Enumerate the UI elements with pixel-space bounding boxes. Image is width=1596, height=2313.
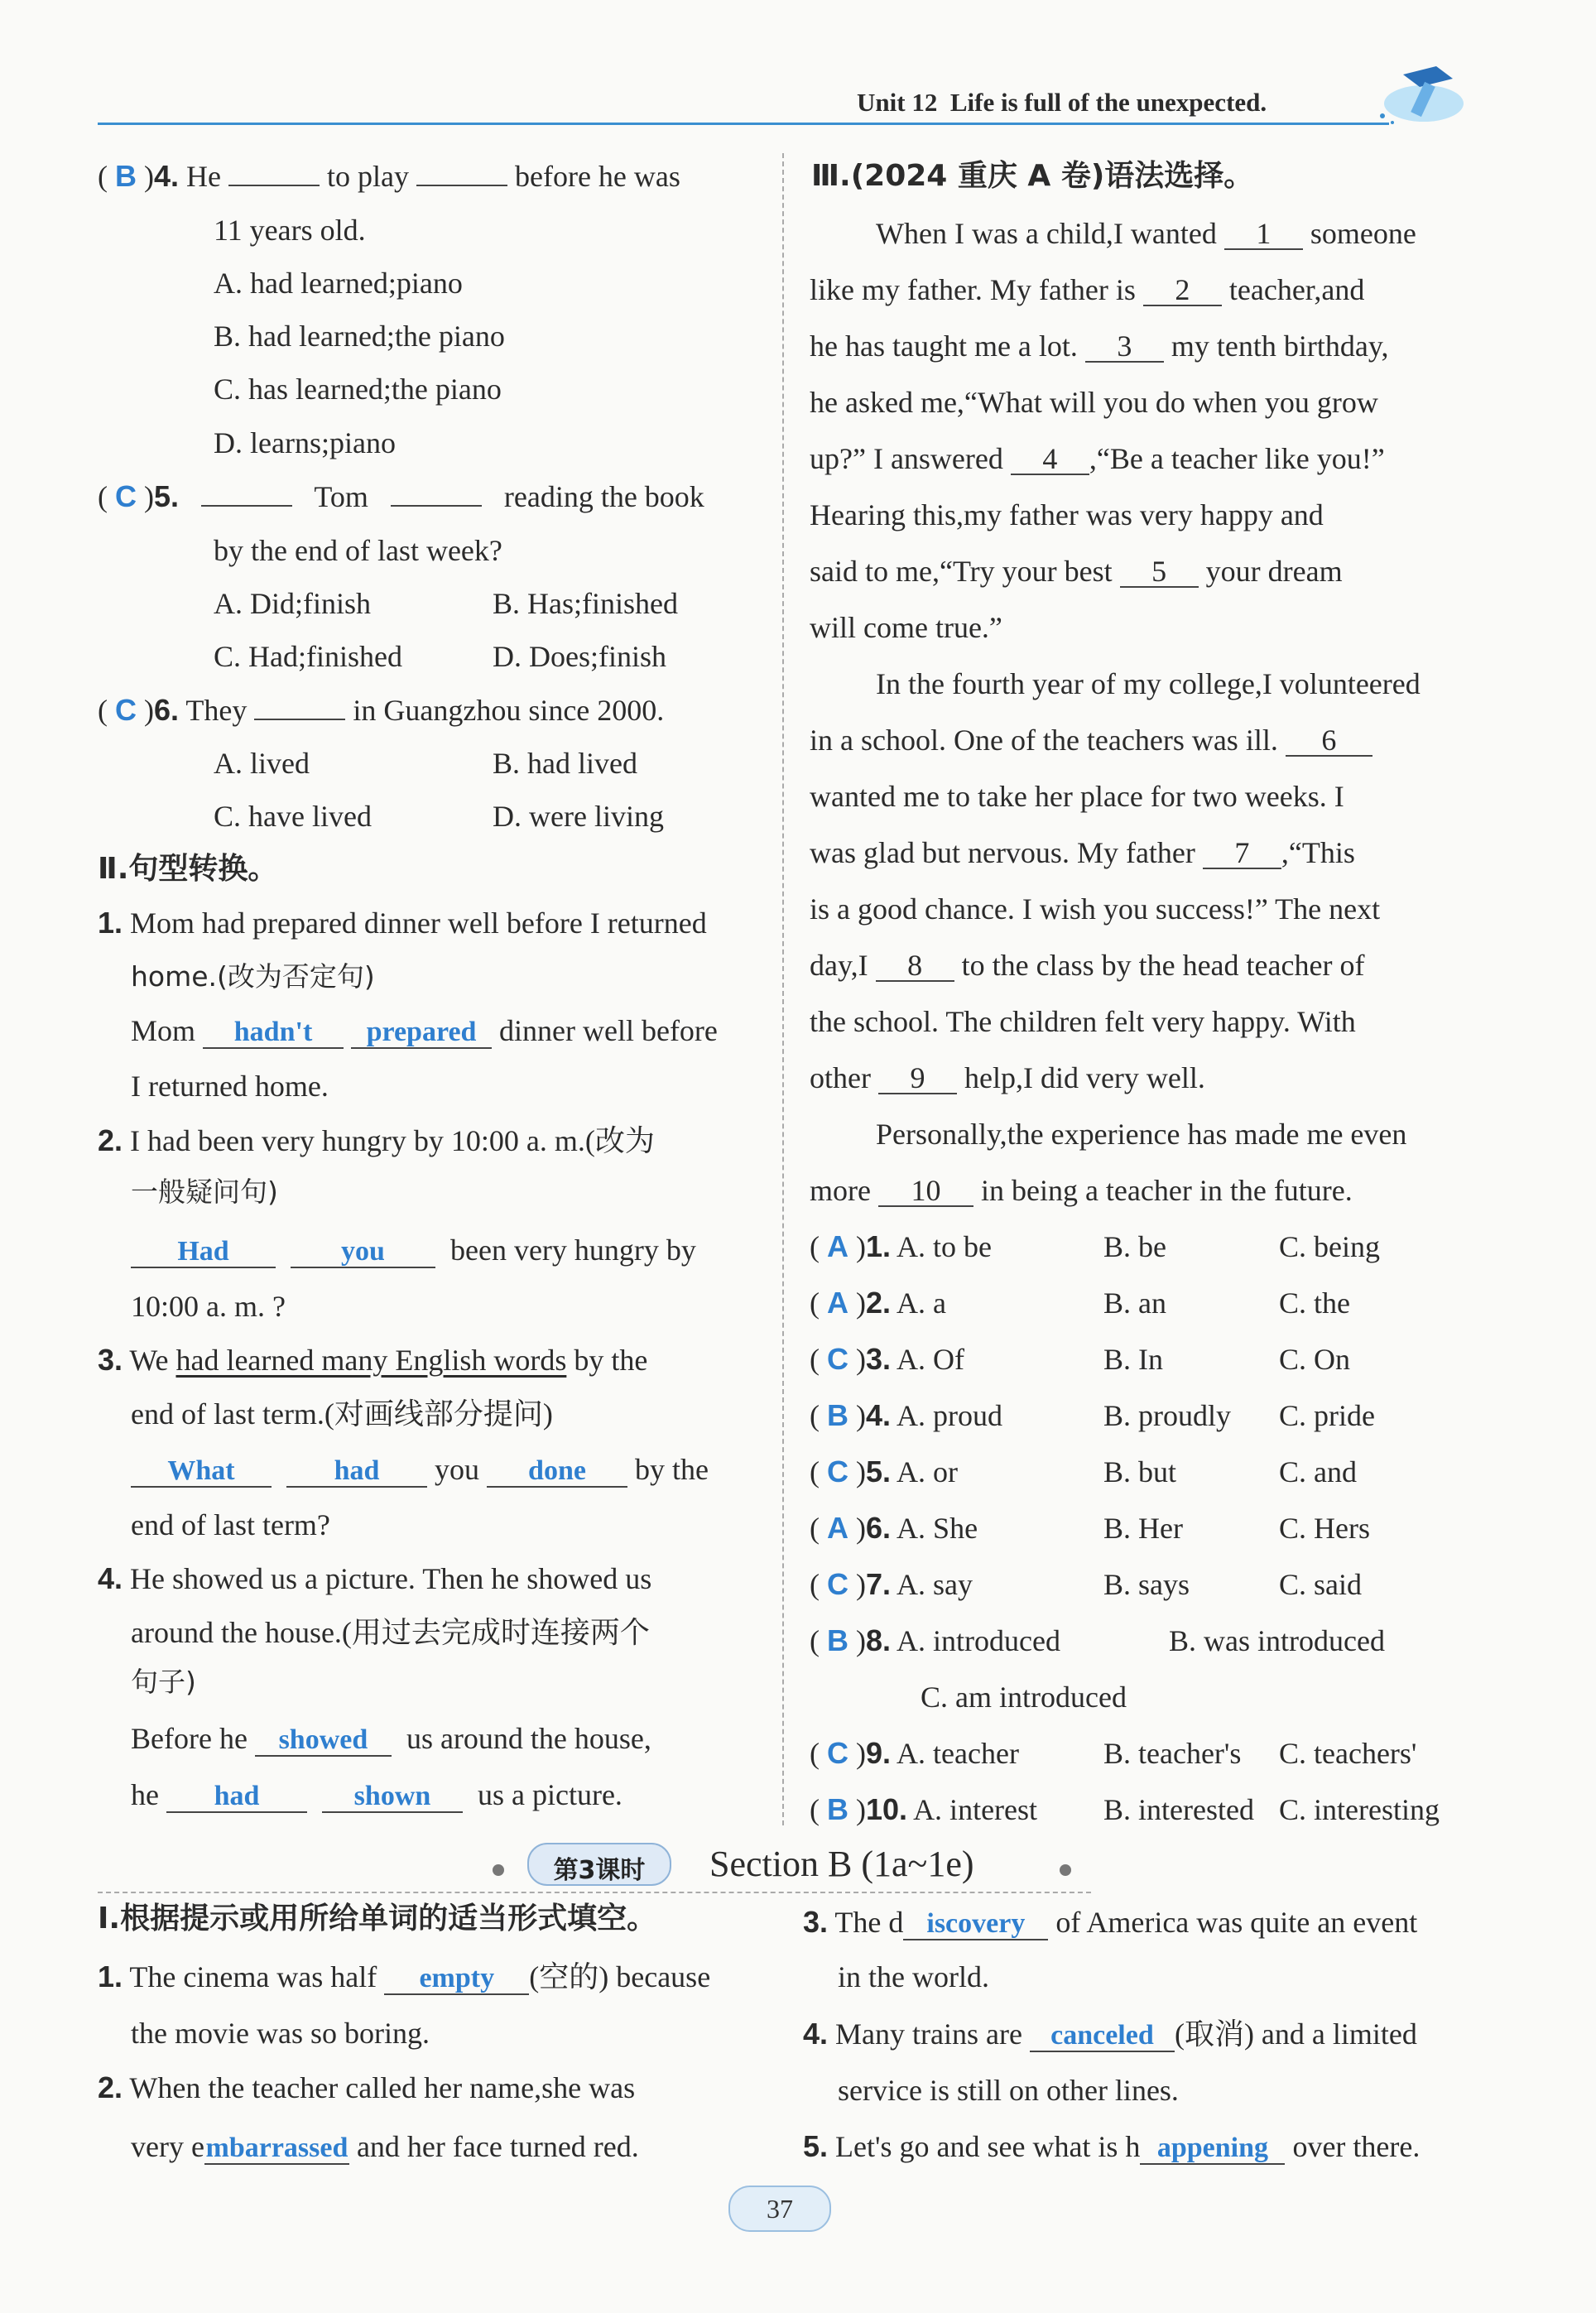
s2-q2-line1: 2. I had been very hungry by 10:00 a. m.(改为	[98, 1123, 655, 1157]
option: D. were living	[493, 800, 664, 833]
lesson-title: Section B (1a~1e)	[709, 1844, 974, 1884]
lesson-badge	[527, 1843, 671, 1886]
fill-item-3-line2: in the world.	[838, 1960, 989, 1993]
s2-q4-line5: he had shown us a picture.	[131, 1778, 623, 1811]
page-number: 37	[767, 2194, 793, 2224]
fill-item-3: 3. The d iscovery of America was quite an event	[803, 1905, 1418, 1939]
choice-b: B. says	[1103, 1568, 1190, 1601]
s2-q2-line4: 10:00 a. m. ?	[131, 1290, 286, 1323]
fill-item-1-line2: the movie was so boring.	[131, 2017, 430, 2050]
passage-line: more 10 in being a teacher in the future.	[810, 1174, 1353, 1207]
passage-line: like my father. My father is 2 teacher,and	[810, 273, 1365, 306]
s2-q1-line1: 1. Mom had prepared dinner well before I returned	[98, 906, 707, 940]
passage-line: Hearing this,my father was very happy and	[810, 498, 1324, 531]
choice-b: B. teacher's	[1103, 1737, 1242, 1770]
choice-b: B. be	[1103, 1230, 1166, 1263]
passage-line: up?” I answered 4 ,“Be a teacher like you!”	[810, 442, 1385, 475]
passage-line: day,I 8 to the class by the head teacher of	[810, 949, 1365, 982]
s2-q4-line3: 句子)	[131, 1666, 196, 1698]
fill-item-1: 1. The cinema was half empty (空的) because	[98, 1960, 711, 1993]
choice-row: ( A )2. A. a	[810, 1286, 947, 1320]
choice-row: ( B )4. A. proud	[810, 1398, 1003, 1432]
mc-item-5: ( C )5. Tom reading the book	[98, 479, 704, 513]
option: C. Had;finished	[214, 640, 402, 673]
passage-line: will come true.”	[810, 611, 1002, 644]
choice-c: C. On	[1279, 1343, 1351, 1376]
lesson-banner	[493, 1839, 1089, 1889]
choice-b: B. In	[1103, 1343, 1163, 1376]
choice-row: ( A )1. A. to be	[810, 1229, 993, 1263]
option: B. Has;finished	[493, 587, 678, 620]
s2-q3-line3: What had you done by the	[131, 1453, 709, 1488]
s2-q2-line2: 一般疑问句)	[131, 1176, 278, 1208]
page-number-cloud	[728, 2186, 831, 2232]
fill-item-5: 5. Let's go and see what is h appening over there.	[803, 2129, 1421, 2163]
header-title	[857, 86, 1267, 119]
header-unit: Unit 12	[857, 88, 938, 117]
section-1-title: Ⅰ.根据提示或用所给单词的适当形式填空。	[98, 1902, 657, 1936]
choice-row: ( A )6. A. She	[810, 1511, 978, 1545]
option: A. Did;finish	[214, 587, 372, 620]
choice-b: B. Her	[1103, 1512, 1183, 1545]
section-3-title: Ⅲ.(2024 重庆 A 卷)语法选择。	[811, 159, 1254, 193]
s2-q3-line4: end of last term?	[131, 1508, 330, 1541]
fill-item-2: 2. When the teacher called her name,she was	[98, 2070, 636, 2104]
choice-c: C. being	[1279, 1230, 1380, 1263]
s2-q3-line1: 3. We had learned many English words by the	[98, 1343, 648, 1377]
choice-c: C. said	[1279, 1568, 1363, 1601]
fill-item-2-line2: very embarrassed and her face turned red.	[131, 2130, 639, 2163]
choice-c: C. the	[1279, 1286, 1350, 1320]
choice-c: C. am introduced	[921, 1681, 1127, 1714]
s2-q2-line3: Had you been very hungry by	[131, 1233, 696, 1268]
choice-b: B. was introduced	[1169, 1624, 1385, 1657]
option: D. Does;finish	[493, 640, 666, 673]
lesson-badge-label: 第3课时	[553, 1856, 646, 1885]
passage-line: he asked me,“What will you do when you grow	[810, 386, 1378, 419]
passage-line: When I was a child,I wanted 1 someone	[876, 217, 1416, 250]
s2-q1-line3: Mom hadn't prepared dinner well before	[131, 1014, 718, 1047]
bullet-dot	[493, 1864, 504, 1876]
bullet-dot	[1060, 1864, 1071, 1876]
mc-item-4: ( B )4. He to play before he was	[98, 159, 680, 193]
passage-line: other 9 help,I did very well.	[810, 1061, 1205, 1094]
s2-q4-line4: Before he showed us around the house,	[131, 1722, 651, 1755]
mc-item-5-line2: by the end of last week?	[214, 534, 502, 567]
fill-item-4: 4. Many trains are canceled (取消) and a limited	[803, 2017, 1417, 2051]
choice-c: C. pride	[1279, 1399, 1375, 1432]
choice-row: ( C )5. A. or	[810, 1455, 959, 1488]
s2-q4-line2: around the house.(用过去完成时连接两个	[131, 1616, 650, 1649]
s2-q4-line1: 4. He showed us a picture. Then he showed us	[98, 1561, 652, 1595]
choice-c: C. teachers'	[1279, 1737, 1417, 1770]
option: B. had lived	[493, 747, 637, 780]
s2-q1-line2: home.(改为否定句)	[131, 960, 375, 993]
passage-line: said to me,“Try your best 5 your dream	[810, 555, 1343, 588]
header-unit-title: Life is full of the unexpected.	[949, 88, 1267, 117]
choice-c: C. Hers	[1279, 1512, 1370, 1545]
option: A. lived	[214, 747, 310, 780]
s2-q3-line2: end of last term.(对画线部分提问)	[131, 1397, 553, 1431]
choice-c: C. and	[1279, 1455, 1357, 1488]
passage-line: is a good chance. I wish you success!” The next	[810, 892, 1381, 926]
passage-line: the school. The children felt very happy. With	[810, 1005, 1356, 1038]
section-2-title: Ⅱ.句型转换。	[98, 852, 278, 886]
s2-q1-line4: I returned home.	[131, 1070, 329, 1103]
passage-line: Personally,the experience has made me even	[876, 1118, 1407, 1151]
passage-line: In the fourth year of my college,I volunteered	[876, 667, 1421, 700]
option: C. have lived	[214, 800, 372, 833]
choice-row: ( B )8. A. introduced	[810, 1623, 1060, 1657]
mc-item-6: ( C )6. They in Guangzhou since 2000.	[98, 693, 665, 727]
option: C. has learned;the piano	[214, 373, 502, 406]
passage-line: wanted me to take her place for two weeks. I	[810, 780, 1344, 813]
lesson-rule	[98, 1892, 1091, 1893]
passage-line: was glad but nervous. My father 7 ,“This	[810, 836, 1355, 869]
choice-row: ( C )3. A. Of	[810, 1342, 965, 1376]
header-rule	[98, 123, 1389, 125]
passage-line: he has taught me a lot. 3 my tenth birthday,	[810, 329, 1389, 363]
choice-b: B. interested	[1103, 1793, 1254, 1826]
option: D. learns;piano	[214, 426, 396, 459]
option: B. had learned;the piano	[214, 320, 505, 353]
choice-c: C. interesting	[1279, 1793, 1440, 1826]
graduation-pencil-icon	[1366, 58, 1473, 132]
option: A. had learned;piano	[214, 267, 463, 300]
choice-row: ( C )7. A. say	[810, 1567, 973, 1601]
mc-item-4-line2: 11 years old.	[214, 214, 366, 247]
choice-b: B. but	[1103, 1455, 1177, 1488]
choice-row: ( B )10. A. interest	[810, 1792, 1038, 1826]
column-divider	[782, 153, 784, 1825]
choice-b: B. an	[1103, 1286, 1166, 1320]
choice-row: ( C )9. A. teacher	[810, 1736, 1019, 1770]
passage-line: in a school. One of the teachers was ill. 6	[810, 724, 1372, 757]
choice-b: B. proudly	[1103, 1399, 1232, 1432]
fill-item-4-line2: service is still on other lines.	[838, 2074, 1179, 2107]
